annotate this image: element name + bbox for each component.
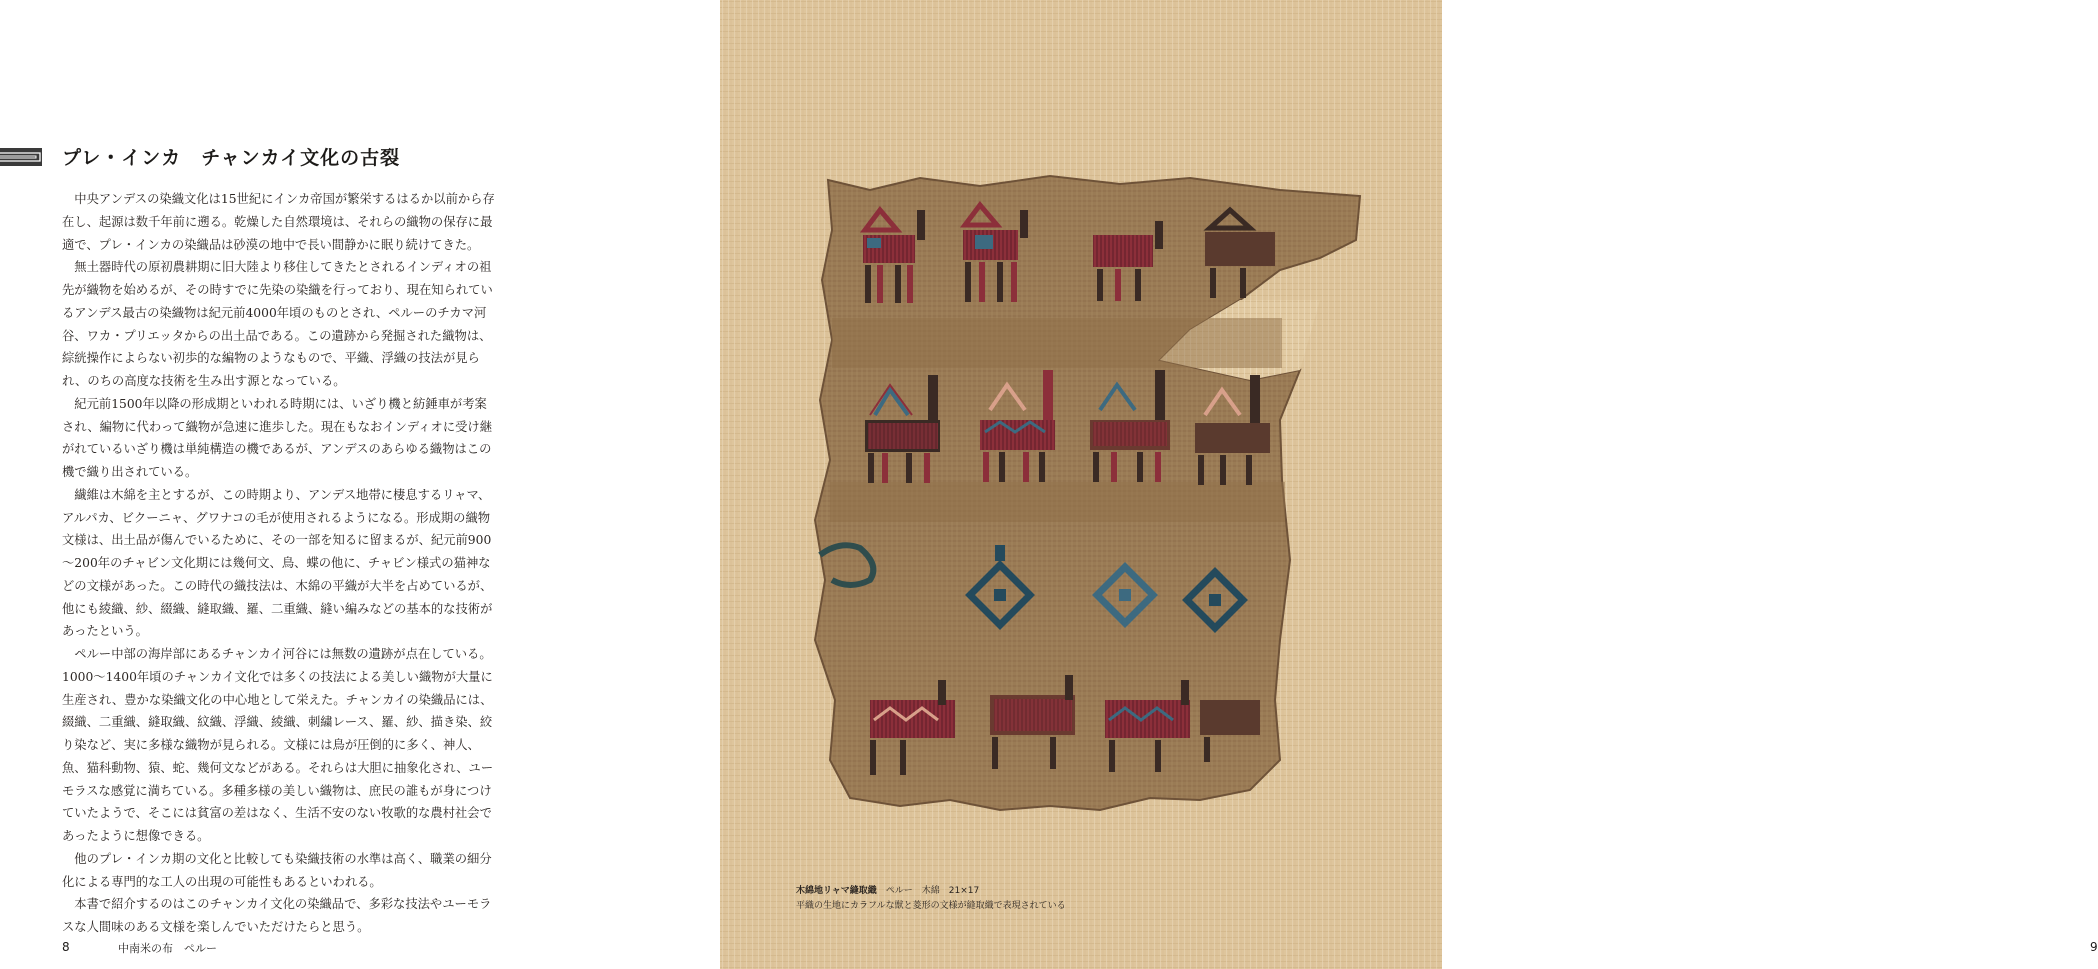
paragraph: 繊維は木綿を主とするが、この時期より、アンデス地帯に棲息するリャマ、アルパカ、ビクーニャ、グワナコの毛が使用されるようになる。形成期の織物文様は、出土品が傷んでいるために、その一部を知るに留まるが、紀元前900～200年のチャビン文化期には幾何文、鳥、蝶の他に、チャビン様式の猫神などの文様があった。この時代の織技法は、木綿の平織が大半を占めているが、他にも綾織、紗、綴織、縫取織、羅、二重織、縫い編みなどの基本的な技術があったという。 [62, 487, 493, 639]
paragraph: 紀元前1500年以降の形成期といわれる時期には、いざり機と紡錘車が考案され、編物に代わって織物が急速に進歩した。現在もなおインディオに受け継がれているいざり機は単純構造の機であるが、アンデスのあらゆる織物はこの機で織り出されている。 [62, 396, 493, 479]
figure-caption [796, 884, 1066, 914]
right-page [720, 0, 2098, 969]
woven-textile-fragment-photo [720, 0, 1442, 969]
stacked-bar-marker-icon [0, 148, 46, 166]
caption-title: 木綿地リャマ縫取織 [796, 886, 877, 896]
caption-meta: ペルー 木綿 21×17 [885, 886, 980, 896]
paragraph: ペルー中部の海岸部にあるチャンカイ河谷には無数の遺跡が点在している。1000～1400年頃のチャンカイ文化では多くの技法による美しい織物が大量に生産され、豊かな染織文化の中心地として栄えた。チャンカイの染織品には、綴織、二重織、縫取織、紋織、浮織、綾織、刺繍レース、羅、紗、描き染、絞り染など、実に多様な織物が見られる。文様には鳥が圧倒的に多く、神人、魚、猫科動物、猿、蛇、幾何文などがある。それらは大胆に抽象化され、ユーモラスな感覚に満ちている。多種多様の美しい織物は、庶民の誰もが身につけていたようで、そこには貧富の差はなく、生活不安のない牧歌的な農村社会であったように想像できる。 [62, 647, 494, 843]
page-number-left: 8 [62, 940, 70, 954]
running-title: 中南米の布 ペルー [118, 942, 217, 955]
paragraph: 無土器時代の原初農耕期に旧大陸より移住してきたとされるインディオの祖先が織物を始めるが、その時すでに先染の染織を行っており、現在知られているアンデス最古の染織物は紀元前4000年頃のものとされ、ペルーのチカマ河谷、ワカ・プリエッタからの出土品である。この遺跡から発掘された織物は、綜絖操作によらない初歩的な編物のようなもので、平織、浮織の技法が見られ、のちの高度な技術を生み出す源となっている。 [62, 260, 493, 388]
body-text [62, 188, 496, 939]
caption-description: 平織の生地にカラフルな獣と菱形の文様が縫取織で表現されている [796, 901, 1066, 911]
paragraph: 中央アンデスの染織文化は15世紀にインカ帝国が繁栄するはるか以前から存在し、起源は数千年前に遡る。乾燥した自然環境は、それらの織物の保存に最適で、プレ・インカの染織品は砂漠の地中で長い間静かに眠り続けてきた。 [62, 192, 495, 252]
caption-title-line [796, 884, 1066, 899]
page-number-right: 9 [2090, 940, 2098, 954]
paragraph: 他のプレ・インカ期の文化と比較しても染織技術の水準は高く、職業の細分化による専門的な工人の出現の可能性もあるといわれる。 [62, 851, 492, 889]
page-heading: プレ・インカ チャンカイ文化の古裂 [62, 147, 401, 169]
paragraph: 本書で紹介するのはこのチャンカイ文化の染織品で、多彩な技法やユーモラスな人間味のある文様を楽しんでいただけたらと思う。 [62, 897, 492, 934]
left-page [0, 0, 720, 969]
